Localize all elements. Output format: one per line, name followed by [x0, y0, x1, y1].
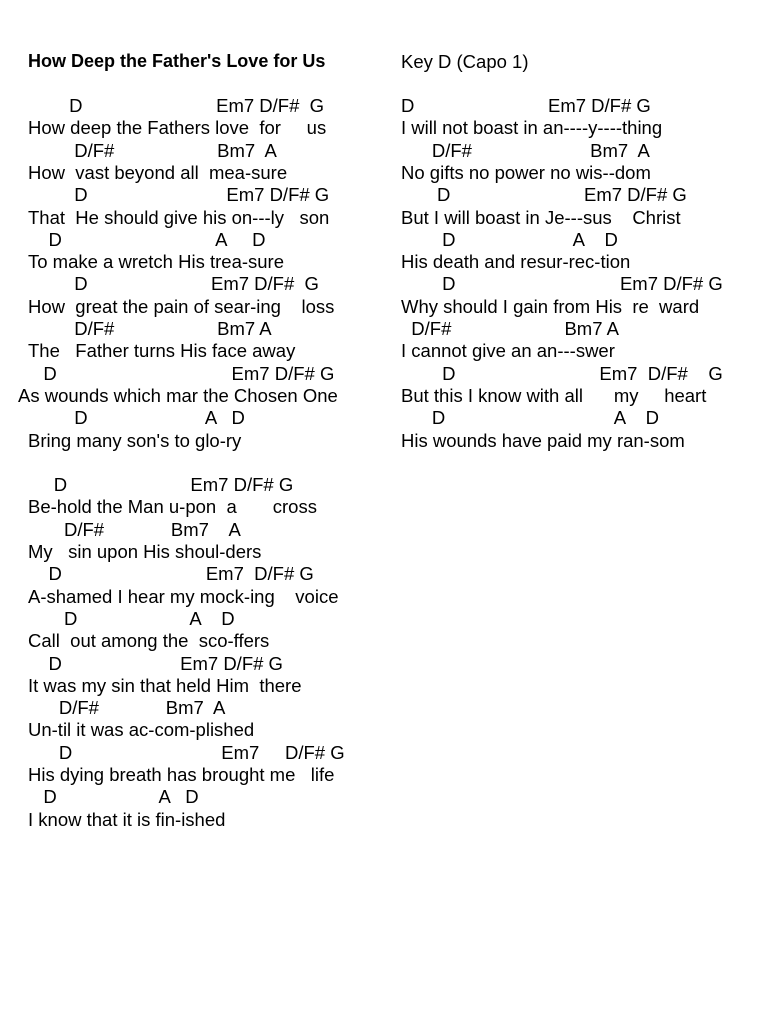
- song-line: His wounds have paid my ran-som: [401, 429, 685, 451]
- song-line: D A D: [401, 407, 660, 429]
- song-line: No gifts no power no wis--dom: [401, 161, 651, 183]
- song-line: Un-til it was ac-com-plished: [28, 719, 255, 741]
- song-line: It was my sin that held Him there: [28, 674, 302, 696]
- song-line: D/F# Bm7 A: [28, 518, 241, 540]
- song-key: Key D (Capo 1): [401, 51, 529, 72]
- song-line: How great the pain of sear-ing loss: [28, 295, 335, 317]
- song-line: D Em7 D/F# G: [28, 474, 294, 496]
- song-line: To make a wretch His trea-sure: [28, 251, 285, 273]
- song-line: But this I know with all my heart: [401, 384, 707, 406]
- song-line: D Em7 D/F# G: [28, 184, 330, 206]
- song-line: D Em7 D/F# G: [28, 563, 314, 585]
- song-line: How vast beyond all mea-sure: [28, 161, 288, 183]
- song-line: D Em7 D/F# G: [28, 95, 325, 116]
- song-line: D A D: [28, 786, 199, 808]
- song-line: His death and resur-rec-tion: [401, 251, 631, 273]
- song-line: D/F# Bm7 A: [401, 318, 619, 339]
- song-line: The Father turns His face away: [28, 340, 296, 362]
- song-line: D Em7 D/F# G: [401, 95, 651, 116]
- song-line: A-shamed I hear my mock-ing voice: [28, 585, 339, 607]
- song-line: D Em7 D/F# G: [28, 741, 345, 763]
- song-line: I know that it is fin-ished: [28, 808, 226, 830]
- song-line: D/F# Bm7 A: [28, 139, 277, 161]
- song-title: How Deep the Father's Love for Us: [28, 51, 326, 71]
- song-line: D Em7 D/F# G: [28, 362, 335, 384]
- song-line: D Em7 D/F# G: [28, 273, 319, 295]
- song-line: Be-hold the Man u-pon a cross: [28, 496, 317, 518]
- song-line: Why should I gain from His re ward: [401, 295, 700, 317]
- song-line: Call out among the sco-ffers: [28, 630, 270, 652]
- song-line: D Em7 D/F# G: [401, 273, 723, 295]
- song-line: That He should give his on---ly son: [28, 206, 330, 228]
- song-line: How deep the Fathers love for us: [28, 117, 327, 139]
- song-line: D A D: [28, 407, 245, 429]
- song-line: D/F# Bm7 A: [28, 697, 226, 719]
- song-line: Bring many son's to glo-ry: [28, 429, 242, 451]
- song-line: D Em7 D/F# G: [401, 184, 687, 206]
- song-line: D A D: [28, 228, 266, 250]
- song-line: D A D: [28, 607, 235, 629]
- song-line: D/F# Bm7 A: [401, 139, 650, 161]
- song-line: D Em7 D/F# G: [28, 652, 283, 674]
- song-line: D Em7 D/F# G: [401, 362, 723, 384]
- song-line: But I will boast in Je---sus Christ: [401, 206, 681, 228]
- song-line: My sin upon His shoul-ders: [28, 541, 262, 562]
- song-line: D/F# Bm7 A: [28, 318, 272, 339]
- song-line: As wounds which mar the Chosen One: [18, 384, 338, 406]
- song-line: I cannot give an an---swer: [401, 340, 615, 362]
- song-line: His dying breath has brought me life: [28, 764, 335, 785]
- song-line: I will not boast in an----y----thing: [401, 117, 663, 139]
- song-line: D A D: [401, 228, 618, 250]
